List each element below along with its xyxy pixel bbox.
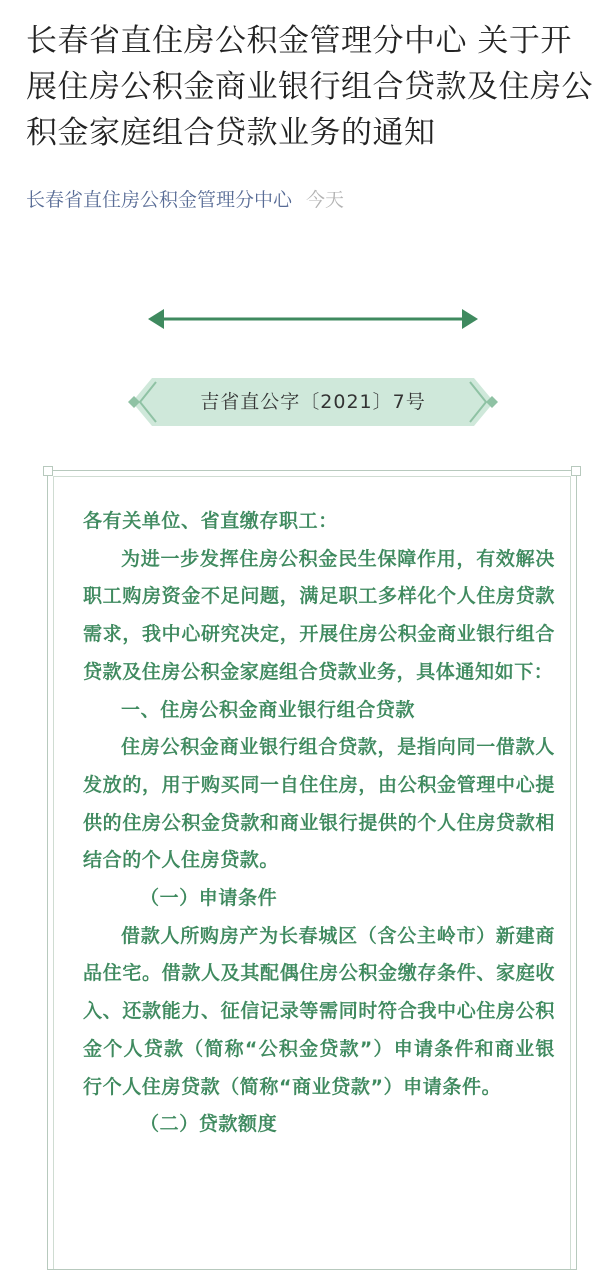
subsection-heading: （一）申请条件 — [140, 887, 278, 910]
account-name-link[interactable]: 长春省直住房公积金管理分中心 — [26, 189, 293, 211]
notice-intro: 为进一步发挥住房公积金民生保障作用，有效解决职工购房资金不足问题，满足职工多样化个人住房贷款需求，我中心研究决定，开展住房公积金商业银行组合贷款及住房公积金家庭组合贷款业务，具体通知如下： — [83, 547, 555, 683]
double-headed-arrow-icon — [146, 305, 480, 333]
article-title: 长春省直住房公积金管理分中心 关于开展住房公积金商业银行组合贷款及住房公积金家庭组合贷款业务的通知 — [26, 23, 593, 151]
doc-number-banner — [128, 374, 498, 430]
notice-body — [83, 503, 555, 1144]
publish-time: 今天 — [306, 189, 345, 211]
subsection-heading: （二）贷款额度 — [140, 1113, 278, 1136]
article-meta — [26, 186, 344, 214]
notice-salutation: 各有关单位、省直缴存职工： — [83, 510, 338, 532]
subsection-body: 借款人所购房产为长春城区（含公主岭市）新建商品住宅。借款人及其配偶住房公积金缴存条件、家庭收入、还款能力、征信记录等需同时符合我中心住房公积金个人贷款（简称“公积金贷款”）申请条件和商业银行个人住房贷款（简称“商业贷款”）申请条件。 — [83, 924, 555, 1098]
frame-corner-icon — [571, 466, 581, 476]
section-heading: 一、住房公积金商业银行组合贷款 — [121, 698, 416, 721]
doc-number: 吉省直公字〔2021〕7号 — [200, 391, 426, 413]
frame-corner-icon — [43, 466, 53, 476]
section-definition: 住房公积金商业银行组合贷款，是指向同一借款人发放的，用于购买同一自住住房，由公积金管理中心提供的住房公积金贷款和商业银行提供的个人住房贷款相结合的个人住房贷款。 — [83, 736, 555, 872]
